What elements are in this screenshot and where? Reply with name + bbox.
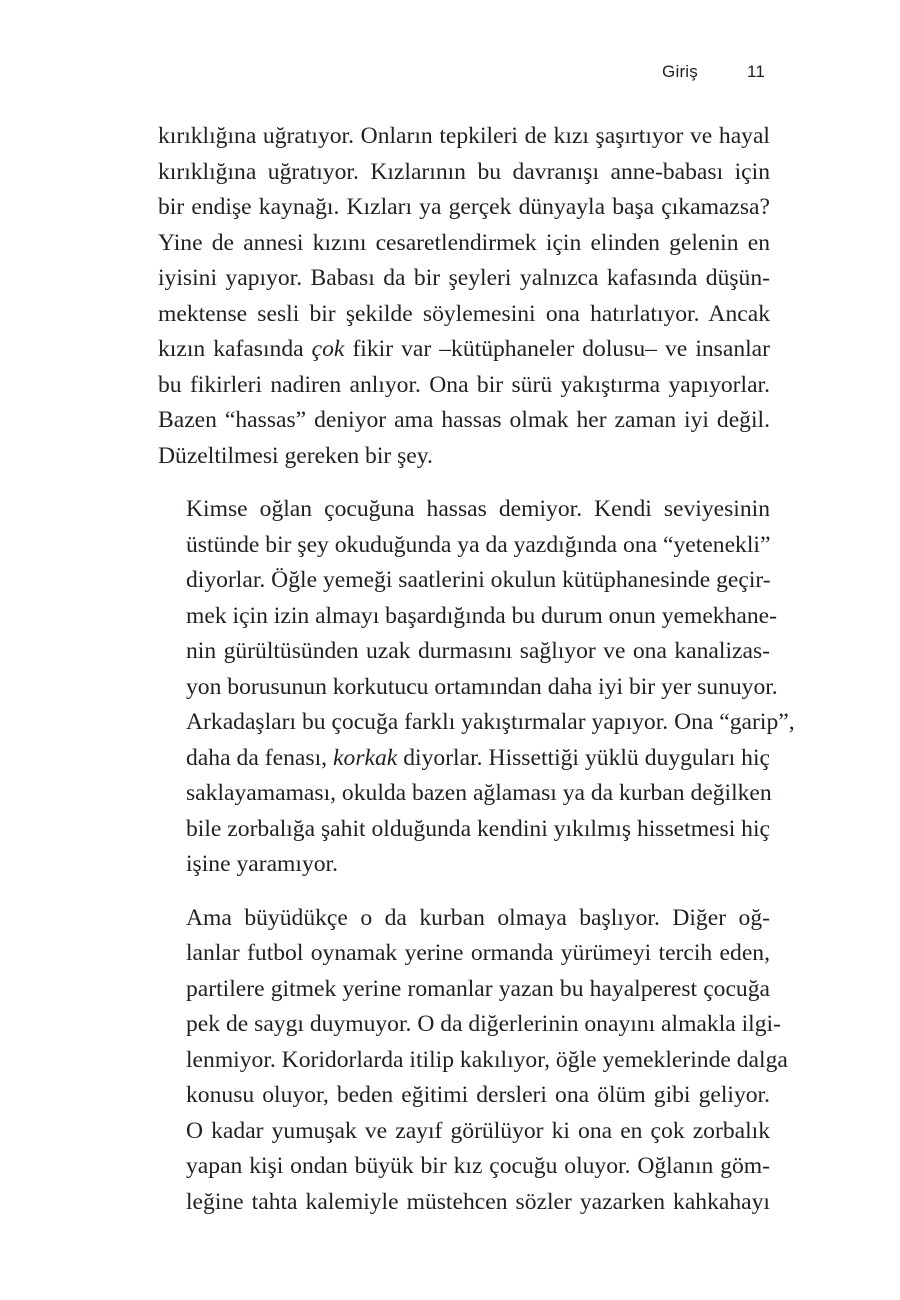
text-line: Arkadaşları bu çocuğa farklı yakıştırmalar yapıyor. Ona “garip”, (186, 709, 795, 735)
text-line (158, 332, 770, 368)
text-line: lanlar futbol oynamak yerine ormanda yürümeyi tercih eden, (186, 940, 770, 966)
text-line: yon borusunun korkutucu ortamından daha iyi bir yer sunuyor. (186, 673, 778, 700)
text-line: yapan kişi ondan büyük bir kız çocuğu oluyor. Oğlanın göm- (186, 1153, 770, 1179)
text-line: bile zorbalığa şahit olduğunda kendini yıkılmış hissetmesi hiç (186, 815, 770, 842)
emphasis-text: çok (311, 336, 345, 362)
text-line: kırıklığına uğratıyor. Kızlarının bu davranışı anne-babası için (158, 158, 770, 185)
text-segment: diyorlar. Hissettiği yüklü duyguları hiç (397, 744, 770, 771)
text-line: Yine de annesi kızını cesaretlendirmek için elinden gelenin en (158, 229, 770, 256)
text-line (158, 741, 770, 777)
text-line: O kadar yumuşak ve zayıf görülüyor ki ona en çok zorbalık (186, 1117, 770, 1144)
text-line: işine yaramıyor. (186, 851, 339, 877)
text-line: bu fikirleri nadiren anlıyor. Ona bir sürü yakıştırma yapıyorlar. (158, 371, 770, 398)
paragraph-2 (158, 492, 795, 883)
text-line: diyorlar. Öğle yemeği saatlerini okulun kütüphanesinde geçir- (186, 567, 771, 593)
text-line: mektense sesli bir şekilde söylemesini ona hatırlatıyor. Ancak (158, 300, 770, 327)
text-segment: daha da fenası, (186, 744, 334, 771)
text-line: Düzeltilmesi gereken bir şey. (158, 442, 433, 469)
text-line: saklayamaması, okulda bazen ağlaması ya da kurban değilken (186, 780, 772, 806)
section-title: Giriş (662, 62, 698, 81)
page-number: 11 (746, 62, 765, 81)
text-line: üstünde bir şey okuduğunda ya da yazdığında ona “yetenekli” (186, 531, 771, 558)
text-line: Kimse oğlan çocuğuna hassas demiyor. Kendi seviyesinin (186, 496, 770, 522)
text-line: iyisini yapıyor. Babası da bir şeyleri yalnızca kafasında düşün- (158, 265, 770, 291)
paragraph-1 (158, 119, 770, 474)
text-line: leğine tahta kalemiyle müstehcen sözler yazarken kahkahayı (186, 1188, 770, 1215)
text-segment: fikir var –kütüphaneler dolusu– ve insanlar (344, 336, 771, 362)
text-line: bir endişe kaynağı. Kızları ya gerçek dünyayla başa çıkamazsa? (158, 194, 770, 220)
text-line: mek için izin almayı başardığında bu durum onun yemekhane- (186, 602, 777, 629)
running-head (662, 62, 765, 82)
text-line: lenmiyor. Koridorlarda itilip kakılıyor, öğle yemeklerinde dalga (186, 1046, 788, 1073)
text-line: pek de saygı duymuyor. O da diğerlerinin onayını almakla ilgi- (186, 1011, 781, 1037)
text-line: Ama büyüdükçe o da kurban olmaya başlıyor. Diğer oğ- (186, 904, 770, 931)
paragraph-3 (158, 901, 788, 1221)
text-line: kırıklığına uğratıyor. Onların tepkileri de kızı şaşırtıyor ve hayal (158, 123, 770, 149)
text-line: nin gürültüsünden uzak durmasını sağlıyor ve ona kanalizas- (186, 638, 770, 664)
emphasis-text: korkak (333, 744, 398, 771)
text-segment: kızın kafasında (158, 336, 312, 362)
body-text (158, 119, 795, 1220)
text-line: partilere gitmek yerine romanlar yazan bu hayalperest çocuğa (186, 975, 770, 1002)
text-line: konusu oluyor, beden eğitimi dersleri ona ölüm gibi geliyor. (186, 1082, 770, 1108)
text-line: Bazen “hassas” deniyor ama hassas olmak her zaman iyi değil. (158, 407, 770, 433)
